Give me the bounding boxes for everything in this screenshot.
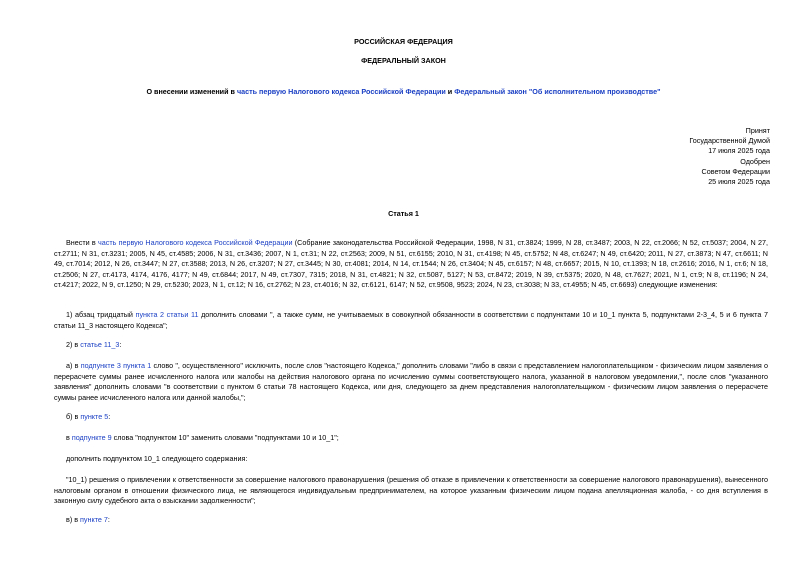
p2-suffix: :: [119, 340, 122, 349]
law-title-mid: и: [445, 87, 455, 96]
p1-prefix: 1) абзац тридцатый: [66, 310, 136, 319]
subparagraph-a: [54, 361, 768, 403]
pb1-prefix: в: [66, 433, 72, 442]
intro-link-tax-code[interactable]: часть первую Налогового кодекса Российской Федерации: [98, 238, 293, 247]
pc-link[interactable]: пункте 7: [80, 515, 108, 524]
title-link-tax-code[interactable]: часть первую Налогового кодекса Российской Федерации: [236, 87, 446, 96]
adoption-block: [689, 126, 770, 187]
pb-suffix: :: [108, 412, 111, 421]
adoption-line: 25 июля 2025 года: [708, 177, 770, 187]
p2-link[interactable]: статье 11_3: [80, 340, 120, 349]
p1-link[interactable]: пункта 2 статьи 11: [135, 310, 199, 319]
adoption-line: 17 июля 2025 года: [708, 146, 770, 156]
adoption-line: Одобрен: [740, 156, 770, 166]
law-title-prefix: О внесении изменений в: [146, 87, 237, 96]
law-type-heading: ФЕДЕРАЛЬНЫЙ ЗАКОН: [361, 56, 446, 65]
paragraph-2: [66, 340, 768, 351]
pa-prefix: а) в: [66, 361, 81, 370]
pb-link[interactable]: пункте 5: [80, 412, 109, 421]
pa-link[interactable]: подпункте 3 пункта 1: [80, 361, 152, 370]
intro-text: (Собрание законодательства Российской Федерации, 1998, N 31, ст.3824; 1999, N 28, ст.3487; 2003, N 22, ст.2066; N 52, ст.5037; 2004, N 27, ст.2711; N 31, ст.3231; 2005, N 45, ст.4585; 2006, N 31, ст.3436; 2007, N 1, ст.31; N 22, ст.2563; 2009, N 51, ст.6155; 2010, N 31, ст.4198; N 45, ст.5752; N 48, ст.6247; N 49, ст.6420; 2011, N 27, ст.3873; N 47, ст.6611; N 49, ст.7014; 2012, N 26, ст.3447; N 27, ст.3588; 2013, N 26, ст.3207; N 27, ст.3445; N 30, ст.4081; 2014, N 14, ст.1544; N 26, ст.3404; N 45, ст.6157; N 48, ст.6657; 2015, N 10, ст.1393; N 18, ст.2616; 2016, N 1, ст.6; N 18, ст.2506; N 27, ст.4173, 4174, 4176, 4177; N 49, ст.6844; 2017, N 49, ст.7307, 7315; 2018, N 31, ст.4821; N 32, ст.5087, 5127; N 53, ст.8472; 2019, N 39, ст.5375; 2020, N 48, ст.7627; 2021, N 1, ст.9; N 8, ст.1196; N 24, ст.4217; 2022, N 9, ст.1250; N 29, ст.5230; 2023, N 1, ст.12; N 16, ст.2762; N 23, ст.4016; N 32, ст.6121, 6147; N 52, ст.9508, 9523; 2024, N 23, ст.3038; N 33, ст.4955; N 45, ст.6693) следующие изменения:: [54, 238, 768, 289]
subparagraph-b-item-1: [66, 433, 768, 444]
pb1-text: слова "подпунктом 10" заменить словами "подпунктами 10 и 10_1";: [111, 433, 339, 442]
pc-suffix: :: [107, 515, 110, 524]
p1-text: дополнить словами ", а также сумм, не учитываемых в совокупной обязанности в соответствии с подпунктами 10 и 10_1 пункта 5, подпунктами 2-3_4, 5 и 6 пункта 7 статьи 11_3 настоящего Кодекса";: [54, 310, 768, 330]
adoption-line: Советом Федерации: [701, 166, 770, 176]
adoption-line: Принят: [745, 126, 770, 135]
subparagraph-b-item-2: дополнить подпунктом 10_1 следующего содержания:: [66, 454, 248, 463]
intro-prefix: Внести в: [66, 238, 98, 247]
subparagraph-c: [66, 515, 768, 526]
adoption-line: Государственной Думой: [689, 136, 770, 146]
law-title: [0, 87, 807, 98]
title-link-enforcement-law[interactable]: Федеральный закон "Об исполнительном производстве": [454, 87, 661, 96]
subparagraph-b: [66, 412, 768, 423]
article-intro: [54, 238, 768, 291]
p2-prefix: 2) в: [66, 340, 81, 349]
pb-prefix: б) в: [66, 412, 81, 421]
pb1-link[interactable]: подпункте 9: [71, 433, 112, 442]
pa-text: слово ", осуществленного" исключить, после слов "настоящего Кодекса," дополнить словами "либо в связи с представлением налогоплательщиком - физическим лицом заявления о перерасчете суммы ранее исчисленного налога или жалобы на действия налогового органа по исчислению суммы соответствующего налога, указанной в налоговом уведомлении,", после слов "указанного заявления" дополнить словами "в соответствии с пунктом 6 статьи 78 настоящего Кодекса, или дня, следующего за днем представления налогоплательщиком - физическим лицом заявления о перерасчете суммы ранее исчисленного налога или данной жалобы,";: [54, 361, 768, 402]
paragraph-1: [54, 310, 768, 331]
pc-prefix: в) в: [66, 515, 81, 524]
article-title: Статья 1: [388, 209, 419, 218]
subparagraph-b-item-3: "10_1) решения о привлечении к ответственности за совершение налогового правонарушения (решения об отказе в привлечении к ответственности за совершение налогового правонарушения), вынесенного налоговым органом в отношении физического лица, не являющегося индивидуальным предпринимателем, на которое указанным физическим лицом подана апелляционная жалоба, - со дня вступления в законную силу судебного акта о взыскании задолженности";: [54, 475, 768, 505]
country-heading: РОССИЙСКАЯ ФЕДЕРАЦИЯ: [354, 37, 453, 46]
